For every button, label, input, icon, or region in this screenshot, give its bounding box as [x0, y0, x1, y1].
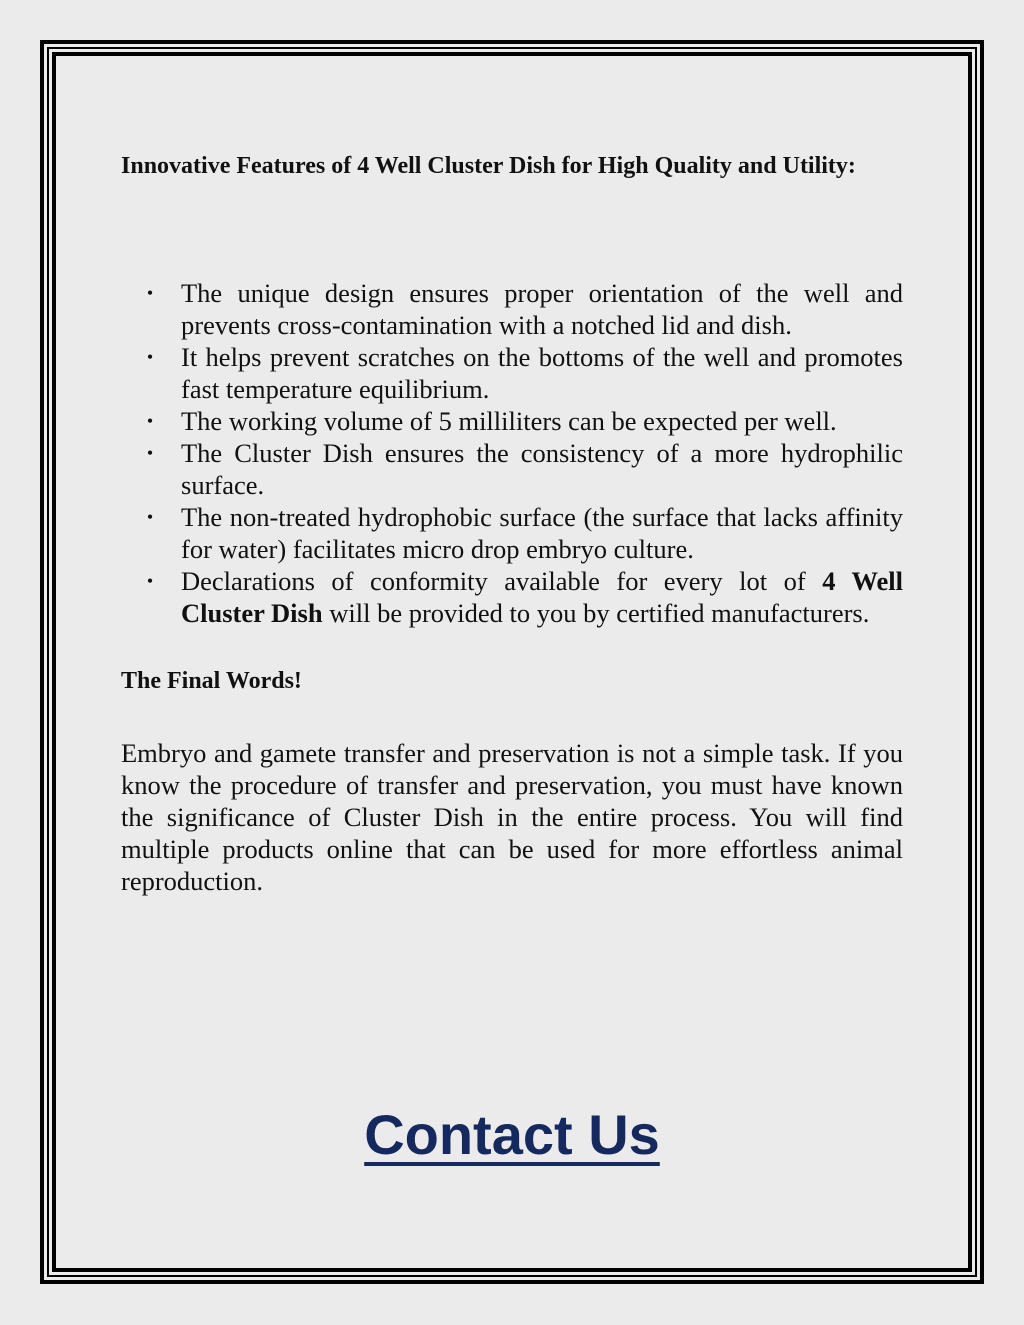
contact-section [0, 1102, 1024, 1167]
final-words-heading: The Final Words! [121, 668, 302, 694]
feature-text: The non-treated hydrophobic surface (the surface that lacks affinity for water) facilitates micro drop embryo culture. [181, 502, 903, 564]
feature-text: It helps prevent scratches on the bottoms of the well and promotes fast temperature equilibrium. [181, 342, 903, 404]
bullet-icon: • [146, 571, 154, 591]
feature-text: The Cluster Dish ensures the consistency of a more hydrophilic surface. [181, 438, 903, 500]
bullet-icon: • [146, 443, 154, 463]
bullet-icon: • [146, 283, 154, 303]
feature-item [146, 341, 903, 405]
bullet-icon: • [146, 347, 154, 367]
features-list [146, 277, 904, 629]
feature-text-before: Declarations of conformity available for every lot of [181, 566, 823, 596]
bullet-icon: • [146, 507, 154, 527]
feature-item [146, 565, 904, 629]
final-words-paragraph: Embryo and gamete transfer and preservation is not a simple task. If you know the procedure of transfer and preservation, you must have known the significance of Cluster Dish in the entire process. You will find multiple products online that can be used for more effortless animal reproduction. [121, 738, 903, 896]
content-area [121, 150, 903, 897]
contact-us-link[interactable]: Contact Us [364, 1103, 660, 1166]
feature-text: The unique design ensures proper orientation of the well and prevents cross-contamination with a notched lid and dish. [181, 278, 903, 340]
feature-text: The working volume of 5 milliliters can be expected per well. [181, 406, 837, 436]
bullet-icon: • [146, 411, 154, 431]
product-name-bold: 4 Well Cluster Dish [181, 566, 904, 628]
feature-item [146, 501, 903, 565]
feature-text-after: will be provided to you by certified manufacturers. [322, 598, 870, 628]
feature-item [146, 277, 903, 341]
feature-item [146, 437, 903, 501]
feature-item [146, 405, 903, 437]
features-heading: Innovative Features of 4 Well Cluster Dish for High Quality and Utility: [121, 153, 856, 179]
